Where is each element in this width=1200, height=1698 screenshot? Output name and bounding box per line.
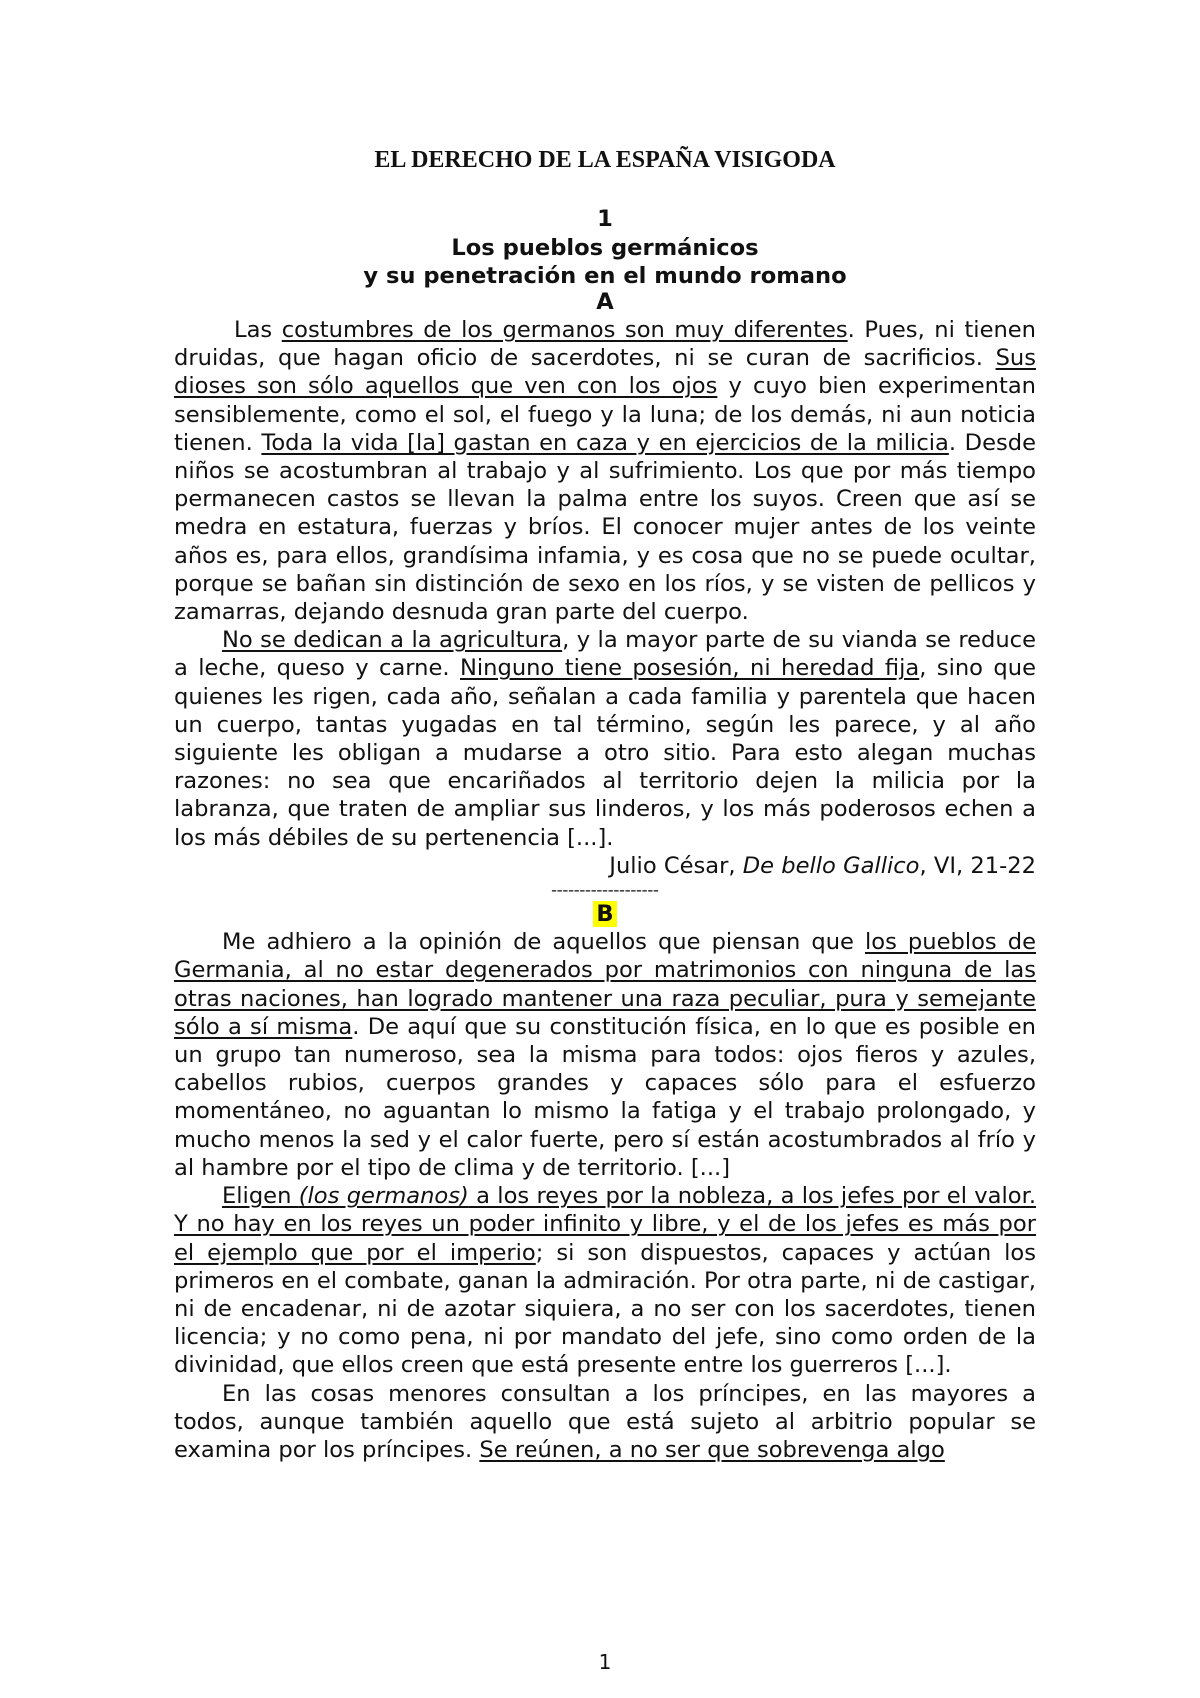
underlined-text: Sus dioses son sólo aquellos que ven con los ojos [174, 345, 1036, 400]
document-page [174, 0, 1036, 1698]
section-separator: ------------------- [551, 880, 659, 900]
text-run: . Pues, ni tienen druidas, que hagan oficio de sacerdotes, ni se curan de sacrificios. [174, 317, 1037, 372]
section-a-letter: A [596, 288, 614, 315]
text-run: Las [234, 317, 282, 343]
underline [222, 627, 562, 653]
text-run: . De aquí que su constitución física, en lo que es posible en un grupo tan numeroso, sea la misma para todos: ojos fieros y azules, cabellos rubios, cuerpos grandes y capaces sólo para el esfuerzo momentáneo, no aguantan lo mismo la fatiga y el trabajo prolongado, y mucho menos la sed y el calor fuerte, pero sí están acostumbrados al frío y al hambre por el tipo de clima y de territorio. [...] [174, 1013, 1036, 1181]
underlined-text: costumbres de los germanos son muy diferentes [281, 317, 848, 343]
text-run: ; si son dispuestos, capaces y actúan los primeros en el combate, ganan la admiración. Por otra parte, ni de castigar, ni de encadenar, ni de azotar siquiera, a no ser con los sacerdotes, tienen licencia; y no como pena, ni por mandato del jefe, sino como orden de la divinidad, que ellos creen que está presente entre los guerreros [...]. [174, 1239, 1037, 1379]
section-a-paragraph-1 [174, 316, 1036, 626]
text-run: , y la mayor parte de su vianda se reduce a leche, queso y carne. [174, 627, 1036, 682]
page-number: 1 [598, 1650, 612, 1674]
underline [282, 317, 848, 343]
text-run: , VI, 21-22 [919, 852, 1036, 879]
underlined-text: Eligen [222, 1183, 299, 1210]
section-b-paragraph-2 [174, 1182, 1036, 1379]
section-b-heading [174, 900, 1036, 928]
text-run: Julio César, [609, 852, 743, 879]
document-title: EL DERECHO DE LA ESPAÑA VISIGODA [374, 147, 836, 173]
text-run: Me adhiero a la opinión de aquellos que piensan que [222, 929, 865, 956]
underlined-text: Ninguno tiene posesión, ni heredad fija [460, 655, 920, 682]
text-run: . Desde niños se acostumbran al trabajo y al sufrimiento. Los que por más tiempo permanecen castos se llevan la palma entre los suyos. Creen que así se medra en estatura, fuerzas y bríos. El conocer mujer antes de los veinte años es, para ellos, grandísima infamia, y es cosa que no se puede ocultar, porque se bañan sin distinción de sexo en los ríos, y se visten de pellicos y zamarras, dejando desnuda gran parte del cuerpo. [174, 429, 1036, 626]
text-run: En las cosas menores consultan a los príncipes, en las mayores a todos, aunque también aquello que está sujeto al arbitrio popular se examina por los príncipes. [174, 1380, 1036, 1463]
section-a-body [174, 316, 1036, 1464]
underlined-text: (los germanos) [298, 1183, 469, 1210]
chapter-title-line-1: Los pueblos germánicos [451, 234, 759, 261]
chapter-number: 1 [597, 206, 613, 232]
section-b-paragraph-3 [174, 1380, 1036, 1465]
underlined-text: los pueblos de Germania, al no estar degenerados por matrimonios con ninguna de las otras naciones, han logrado mantener una raza peculiar, pura y semejante sólo a sí misma [174, 929, 1036, 1040]
chapter-heading [174, 205, 1036, 313]
underline [261, 430, 948, 456]
underlined-text: Toda la vida [la] gastan en caza y en ejercicios de la milicia [261, 429, 949, 456]
underline [479, 1437, 944, 1463]
underline [299, 1183, 469, 1209]
italic-text: De bello Gallico [742, 852, 920, 879]
text-run: y cuyo bien experimentan sensiblemente, como el sol, el fuego y la luna; de los demás, ni aun noticia tienen. [174, 373, 1036, 456]
section-a-paragraph-2 [174, 626, 1036, 852]
section-b-paragraph-1 [174, 928, 1036, 1182]
text-run: , sino que quienes les rigen, cada año, señalan a cada familia y parentela que hacen un cuerpo, tantas yugadas en tal término, según les parece, y al año siguiente les obligan a mudarse a otro sitio. Para esto alegan muchas razones: no sea que encariñados al territorio dejen la milicia por la labranza, que traten de ampliar sus linderos, y los más poderosos echen a los más débiles de su pertenencia [...]. [174, 655, 1036, 851]
underlined-text: No se dedican a la agricultura [222, 627, 563, 654]
underline [222, 1183, 299, 1209]
section-a-source [174, 852, 1036, 880]
underlined-text: Se reúnen, a no ser que sobrevenga algo [479, 1436, 945, 1463]
underlined-text: a los reyes por la nobleza, a los jefes por el valor. Y no hay en los reyes un poder infinito y libre, y el de los jefes es más por el ejemplo que por el imperio [174, 1183, 1036, 1266]
chapter-title-line-2: y su penetración en el mundo romano [363, 263, 847, 289]
underline [460, 655, 919, 681]
section-b-letter: B [593, 901, 616, 927]
